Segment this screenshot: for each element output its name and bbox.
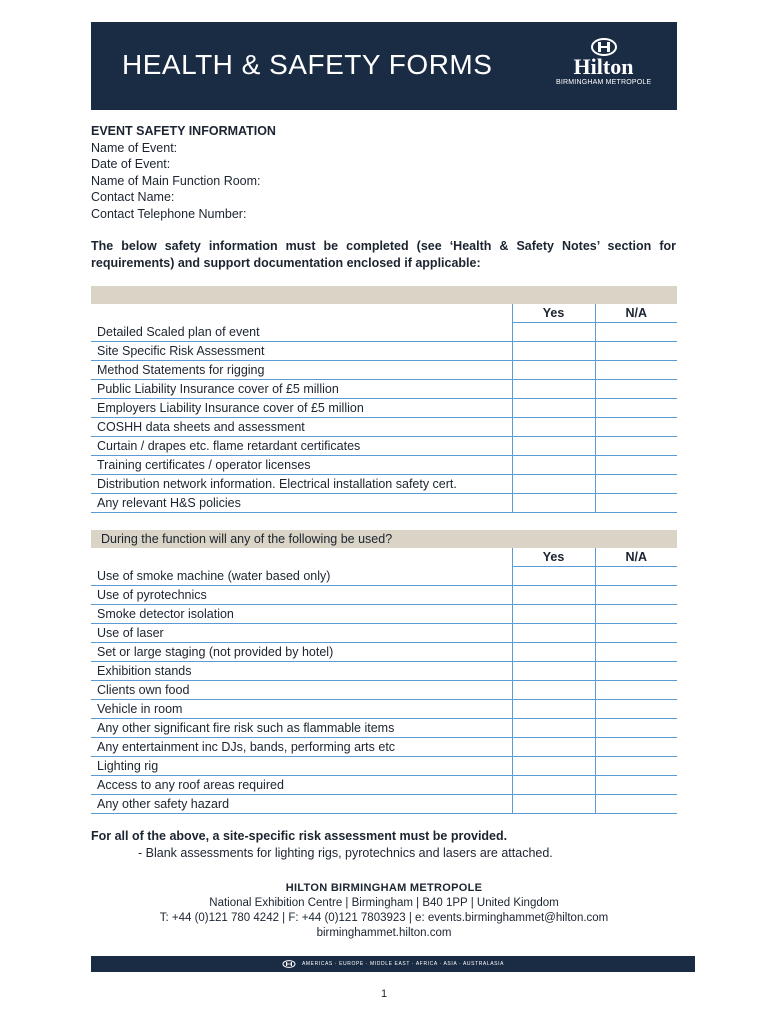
row-label: Use of laser xyxy=(91,624,512,643)
table-row xyxy=(91,399,677,418)
section-title xyxy=(91,286,677,304)
table-row xyxy=(91,380,677,399)
row-label: Method Statements for rigging xyxy=(91,361,512,380)
table-row xyxy=(91,342,677,361)
yes-cell[interactable] xyxy=(512,380,595,399)
row-label: Site Specific Risk Assessment xyxy=(91,342,512,361)
na-cell[interactable] xyxy=(595,342,677,361)
na-cell[interactable] xyxy=(595,323,677,342)
table-row xyxy=(91,586,677,605)
yes-cell[interactable] xyxy=(512,437,595,456)
na-cell[interactable] xyxy=(595,567,677,586)
yes-cell[interactable] xyxy=(512,605,595,624)
na-cell[interactable] xyxy=(595,605,677,624)
na-cell[interactable] xyxy=(595,437,677,456)
na-cell[interactable] xyxy=(595,475,677,494)
section-header-bar xyxy=(91,530,677,548)
table-row xyxy=(91,624,677,643)
yes-cell[interactable] xyxy=(512,399,595,418)
row-label: Detailed Scaled plan of event xyxy=(91,323,512,342)
field-date-of-event[interactable]: Date of Event: xyxy=(91,157,171,171)
table-row xyxy=(91,605,677,624)
yes-cell[interactable] xyxy=(512,567,595,586)
table-row xyxy=(91,795,677,814)
na-cell[interactable] xyxy=(595,361,677,380)
table-header-row xyxy=(91,548,677,567)
yes-cell[interactable] xyxy=(512,681,595,700)
yes-cell[interactable] xyxy=(512,757,595,776)
table-row xyxy=(91,643,677,662)
na-cell[interactable] xyxy=(595,662,677,681)
table-row xyxy=(91,567,677,586)
na-cell[interactable] xyxy=(595,776,677,795)
logo-subtitle: BIRMINGHAM METROPOLE xyxy=(556,79,652,86)
row-label: Any relevant H&S policies xyxy=(91,494,512,513)
yes-cell[interactable] xyxy=(512,700,595,719)
row-label: Any other significant fire risk such as flammable items xyxy=(91,719,512,738)
na-cell[interactable] xyxy=(595,795,677,814)
yes-cell[interactable] xyxy=(512,719,595,738)
yes-cell[interactable] xyxy=(512,342,595,361)
page-title: HEALTH & SAFETY FORMS xyxy=(122,49,493,80)
logo-name: Hilton xyxy=(573,54,634,79)
yes-cell[interactable] xyxy=(512,494,595,513)
yes-cell[interactable] xyxy=(512,586,595,605)
na-cell[interactable] xyxy=(595,399,677,418)
yes-cell[interactable] xyxy=(512,361,595,380)
table-row xyxy=(91,418,677,437)
row-label: Distribution network information. Electrical installation safety cert. xyxy=(91,475,512,494)
table-row xyxy=(91,494,677,513)
row-label: Use of pyrotechnics xyxy=(91,586,512,605)
row-label: Clients own food xyxy=(91,681,512,700)
table-body xyxy=(91,567,677,814)
yes-cell[interactable] xyxy=(512,643,595,662)
footer-address: National Exhibition Centre | Birmingham | B40 1PP | United Kingdom xyxy=(209,897,559,909)
intro-paragraph: The below safety information must be completed (see ‘Health & Safety Notes’ section for requirements) and support documentation enclosed if applicable: xyxy=(91,239,676,270)
field-contact-name[interactable]: Contact Name: xyxy=(91,190,175,204)
table-header-row xyxy=(91,304,677,323)
row-label: Training certificates / operator licenses xyxy=(91,456,512,475)
column-header-na: N/A xyxy=(595,304,677,323)
row-label: Smoke detector isolation xyxy=(91,605,512,624)
table-row xyxy=(91,681,677,700)
field-contact-telephone[interactable]: Contact Telephone Number: xyxy=(91,206,247,221)
hilton-mini-logo-icon xyxy=(282,960,296,968)
yes-cell[interactable] xyxy=(512,662,595,681)
na-cell[interactable] xyxy=(595,681,677,700)
na-cell[interactable] xyxy=(595,456,677,475)
function-usage-table xyxy=(91,530,677,814)
footer-hotel-name: HILTON BIRMINGHAM METROPOLE xyxy=(285,882,483,894)
row-label: Any other safety hazard xyxy=(91,795,512,814)
yes-cell[interactable] xyxy=(512,323,595,342)
table-row xyxy=(91,437,677,456)
na-cell[interactable] xyxy=(595,624,677,643)
event-info-section xyxy=(91,123,276,222)
field-name-of-event[interactable]: Name of Event: xyxy=(91,140,178,155)
na-cell[interactable] xyxy=(595,494,677,513)
row-label: Access to any roof areas required xyxy=(91,776,512,795)
documentation-checklist-table xyxy=(91,286,677,513)
column-header-na: N/A xyxy=(595,548,677,567)
table-row xyxy=(91,719,677,738)
table-row xyxy=(91,323,677,342)
yes-cell[interactable] xyxy=(512,418,595,437)
row-label: COSHH data sheets and assessment xyxy=(91,418,512,437)
section-title: During the function will any of the following be used? xyxy=(91,530,677,548)
row-label: Lighting rig xyxy=(91,757,512,776)
row-label: Employers Liability Insurance cover of £5 million xyxy=(91,399,512,418)
footer xyxy=(91,881,677,941)
column-header-yes: Yes xyxy=(512,548,595,567)
yes-cell[interactable] xyxy=(512,475,595,494)
yes-cell[interactable] xyxy=(512,738,595,757)
attachments-note: - Blank assessments for lighting rigs, pyrotechnics and lasers are attached. xyxy=(138,846,553,860)
footer-contact: T: +44 (0)121 780 4242 | F: +44 (0)121 7803923 | e: events.birminghammet@hilton.com xyxy=(159,912,609,924)
table-row xyxy=(91,361,677,380)
row-label: Public Liability Insurance cover of £5 million xyxy=(91,380,512,399)
event-info-heading: EVENT SAFETY INFORMATION xyxy=(91,124,276,138)
table-row xyxy=(91,456,677,475)
regions-bar xyxy=(91,956,695,972)
na-cell[interactable] xyxy=(595,380,677,399)
table-row xyxy=(91,700,677,719)
yes-cell[interactable] xyxy=(512,776,595,795)
na-cell[interactable] xyxy=(595,643,677,662)
na-cell[interactable] xyxy=(595,738,677,757)
row-label: Use of smoke machine (water based only) xyxy=(91,567,512,586)
yes-cell[interactable] xyxy=(512,795,595,814)
section-header-bar xyxy=(91,286,677,304)
page-number: 1 xyxy=(380,988,388,1000)
risk-assessment-requirement: For all of the above, a site-specific risk assessment must be provided. xyxy=(91,829,508,843)
table-row xyxy=(91,776,677,795)
header-banner xyxy=(91,22,677,110)
column-header-yes: Yes xyxy=(512,304,595,323)
closing-notes xyxy=(91,828,553,862)
row-label: Vehicle in room xyxy=(91,700,512,719)
row-label: Exhibition stands xyxy=(91,662,512,681)
table-row xyxy=(91,662,677,681)
na-cell[interactable] xyxy=(595,418,677,437)
yes-cell[interactable] xyxy=(512,456,595,475)
na-cell[interactable] xyxy=(595,757,677,776)
row-label: Set or large staging (not provided by hotel) xyxy=(91,643,512,662)
yes-cell[interactable] xyxy=(512,624,595,643)
row-label: Curtain / drapes etc. flame retardant certificates xyxy=(91,437,512,456)
table-row xyxy=(91,757,677,776)
regions-text: AMERICAS · EUROPE · MIDDLE EAST · AFRICA · ASIA · AUSTRALASIA xyxy=(301,961,505,967)
hilton-logo xyxy=(556,38,651,98)
table-body xyxy=(91,323,677,513)
na-cell[interactable] xyxy=(595,586,677,605)
na-cell[interactable] xyxy=(595,719,677,738)
table-row xyxy=(91,738,677,757)
footer-website-link[interactable]: birminghammet.hilton.com xyxy=(316,927,452,939)
field-function-room[interactable]: Name of Main Function Room: xyxy=(91,173,261,188)
row-label: Any entertainment inc DJs, bands, performing arts etc xyxy=(91,738,512,757)
table-row xyxy=(91,475,677,494)
na-cell[interactable] xyxy=(595,700,677,719)
